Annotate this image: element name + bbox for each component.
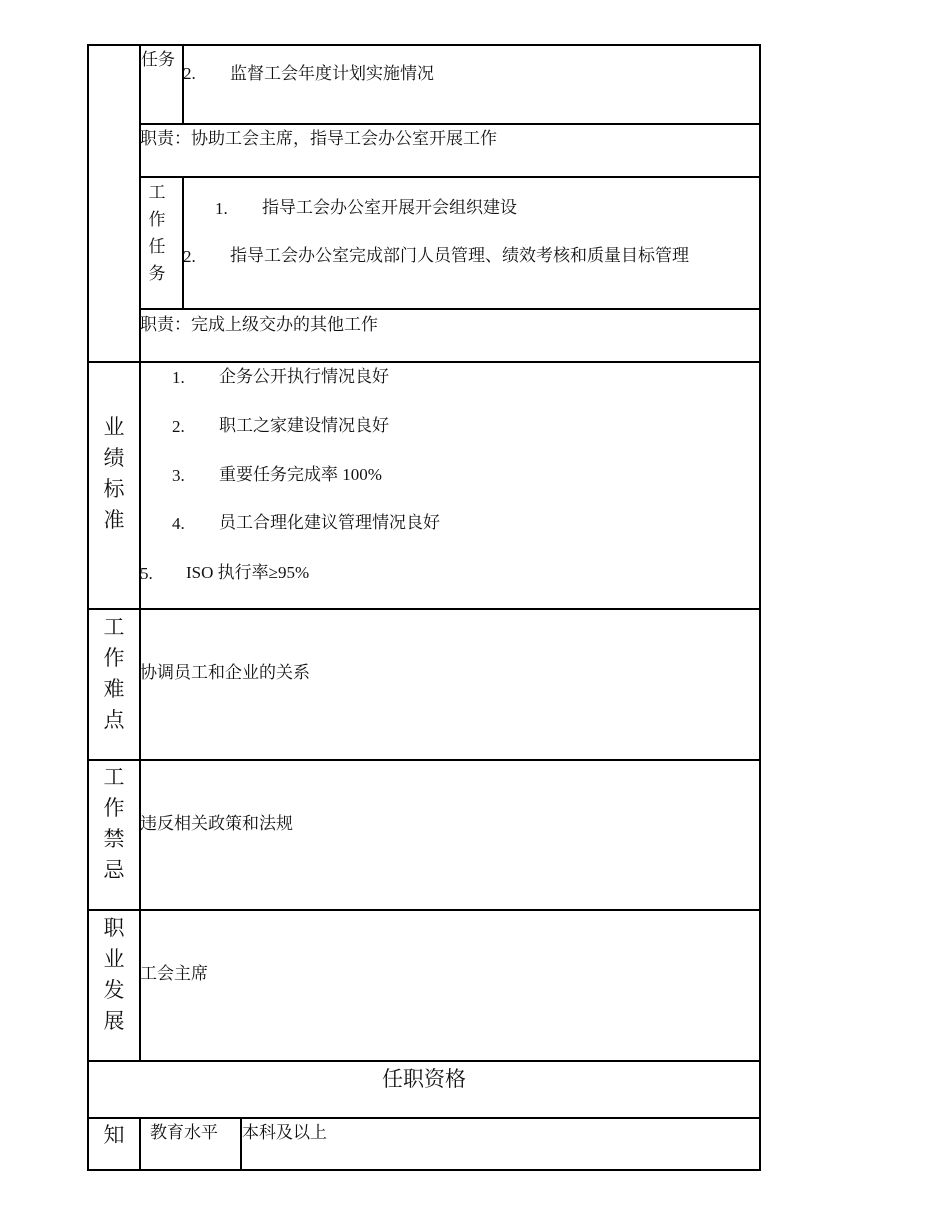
qualification-title: 任职资格 (382, 1067, 466, 1091)
knowledge-label: 知 (103, 1123, 125, 1147)
education-label: 教育水平 (150, 1123, 218, 1142)
performance-item-number: 3. (172, 466, 185, 485)
work-task-item-number: 2. (183, 247, 196, 266)
work-task-side-label: 工作任务 (148, 183, 166, 283)
education-value: 本科及以上 (242, 1123, 327, 1142)
work-task-item-text: 指导工会办公室开展开会组织建设 (262, 198, 517, 217)
row-divider (139, 176, 761, 178)
table-border-right (759, 44, 761, 1171)
duty-text: 职责：协助工会主席，指导工会办公室开展工作 (140, 129, 497, 148)
performance-item-number: 1. (172, 368, 185, 387)
table-border-top (87, 44, 761, 46)
performance-item-text: 企务公开执行情况良好 (219, 367, 389, 386)
row-divider (87, 361, 761, 363)
work-task-item-number: 1. (215, 199, 228, 218)
sub-column-divider (182, 44, 184, 124)
career-text: 工会主席 (140, 964, 208, 983)
task-side-label: 任务 (141, 50, 175, 69)
difficulty-label: 工作难点 (103, 615, 125, 732)
performance-item-text: 职工之家建设情况良好 (219, 416, 389, 435)
taboo-text: 违反相关政策和法规 (140, 814, 293, 833)
row-divider (139, 123, 761, 125)
performance-item-number: 4. (172, 514, 185, 533)
row-divider (139, 308, 761, 310)
row-divider (87, 759, 761, 761)
row-divider (87, 1117, 761, 1119)
performance-item-number: 2. (172, 417, 185, 436)
task-item-number: 2. (183, 64, 196, 83)
taboo-label: 工作禁忌 (103, 765, 125, 882)
row-divider (87, 1060, 761, 1062)
performance-item-text: ISO 执行率≥95% (186, 563, 310, 582)
row-divider (87, 608, 761, 610)
label-column-divider (139, 1117, 141, 1170)
performance-item-text: 重要任务完成率 100% (219, 465, 382, 484)
sub-column-divider (182, 176, 184, 309)
performance-label: 业绩标准 (103, 415, 125, 532)
work-task-item-text: 指导工会办公室完成部门人员管理、绩效考核和质量目标管理 (230, 246, 689, 265)
performance-item-number: 5. (140, 564, 153, 583)
table-border-bottom (87, 1169, 761, 1171)
difficulty-text: 协调员工和企业的关系 (140, 663, 310, 682)
career-label: 职业发展 (103, 916, 125, 1033)
task-item-text: 监督工会年度计划实施情况 (230, 64, 434, 83)
performance-item-text: 员工合理化建议管理情况良好 (219, 513, 440, 532)
duty-text: 职责：完成上级交办的其他工作 (140, 315, 378, 334)
row-divider (87, 909, 761, 911)
